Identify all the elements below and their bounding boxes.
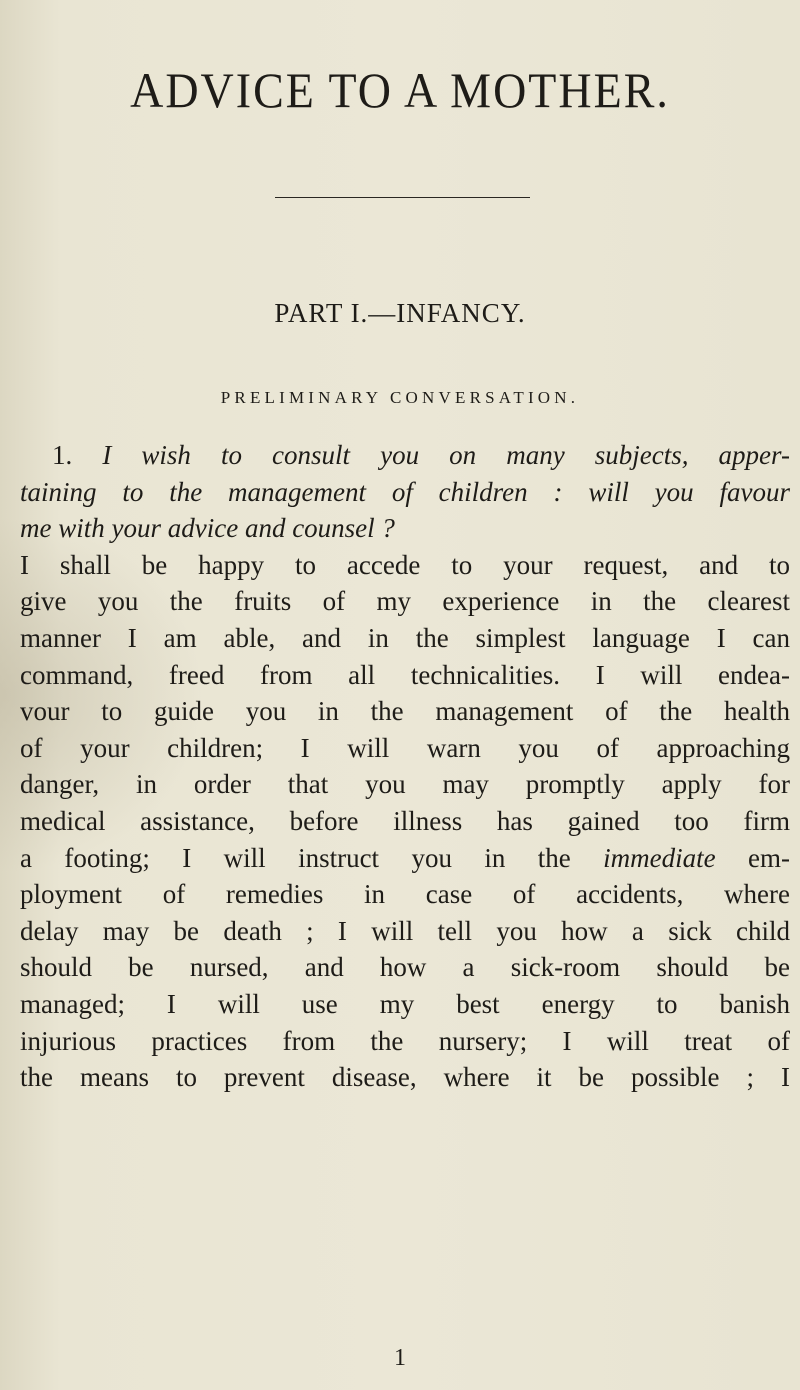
- answer-line-8: medical assistance, before illness has gained too firm: [20, 805, 790, 836]
- question-line-3: me with your advice and counsel ?: [20, 513, 395, 544]
- answer-line-3: manner I am able, and in the simplest language I can: [20, 622, 790, 653]
- answer-line-5: vour to guide you in the management of the health: [20, 696, 790, 727]
- answer-line-9: a footing; I will instruct you in the immediate em-: [20, 842, 790, 873]
- answer-line-14: injurious practices from the nursery; I will treat of: [20, 1025, 790, 1056]
- section-subtitle: PRELIMINARY CONVERSATION.: [220, 388, 580, 407]
- question-line-1: 1. I wish to consult you on many subjects, apper-: [52, 440, 791, 470]
- question-line-2: taining to the management of children : will you favour: [20, 476, 790, 507]
- answer-line-15: the means to prevent disease, where it be possible ; I: [20, 1062, 790, 1093]
- question-number: 1.: [52, 440, 73, 470]
- answer-line-4: command, freed from all technicalities. I will endea-: [20, 659, 790, 690]
- emphasis-immediate: immediate: [603, 842, 716, 873]
- answer-line-6: of your children; I will warn you of approaching: [20, 732, 790, 763]
- part-heading: PART I.—INFANCY.: [274, 298, 526, 328]
- answer-line-11: delay may be death ; I will tell you how a sick child: [20, 915, 790, 946]
- answer-line-2: give you the fruits of my experience in the clearest: [20, 586, 790, 617]
- answer-line-1: I shall be happy to accede to your request, and to: [20, 549, 790, 580]
- answer-line-10: ployment of remedies in case of accidents, where: [20, 879, 790, 910]
- page-title: ADVICE TO A MOTHER.: [130, 62, 670, 119]
- title-rule: [275, 197, 530, 198]
- answer-line-13: managed; I will use my best energy to banish: [20, 988, 790, 1019]
- page-number: 1: [394, 1345, 406, 1371]
- answer-line-7: danger, in order that you may promptly apply for: [20, 769, 790, 800]
- body-text: [20, 437, 790, 1096]
- answer-line-12: should be nursed, and how a sick-room should be: [20, 952, 790, 983]
